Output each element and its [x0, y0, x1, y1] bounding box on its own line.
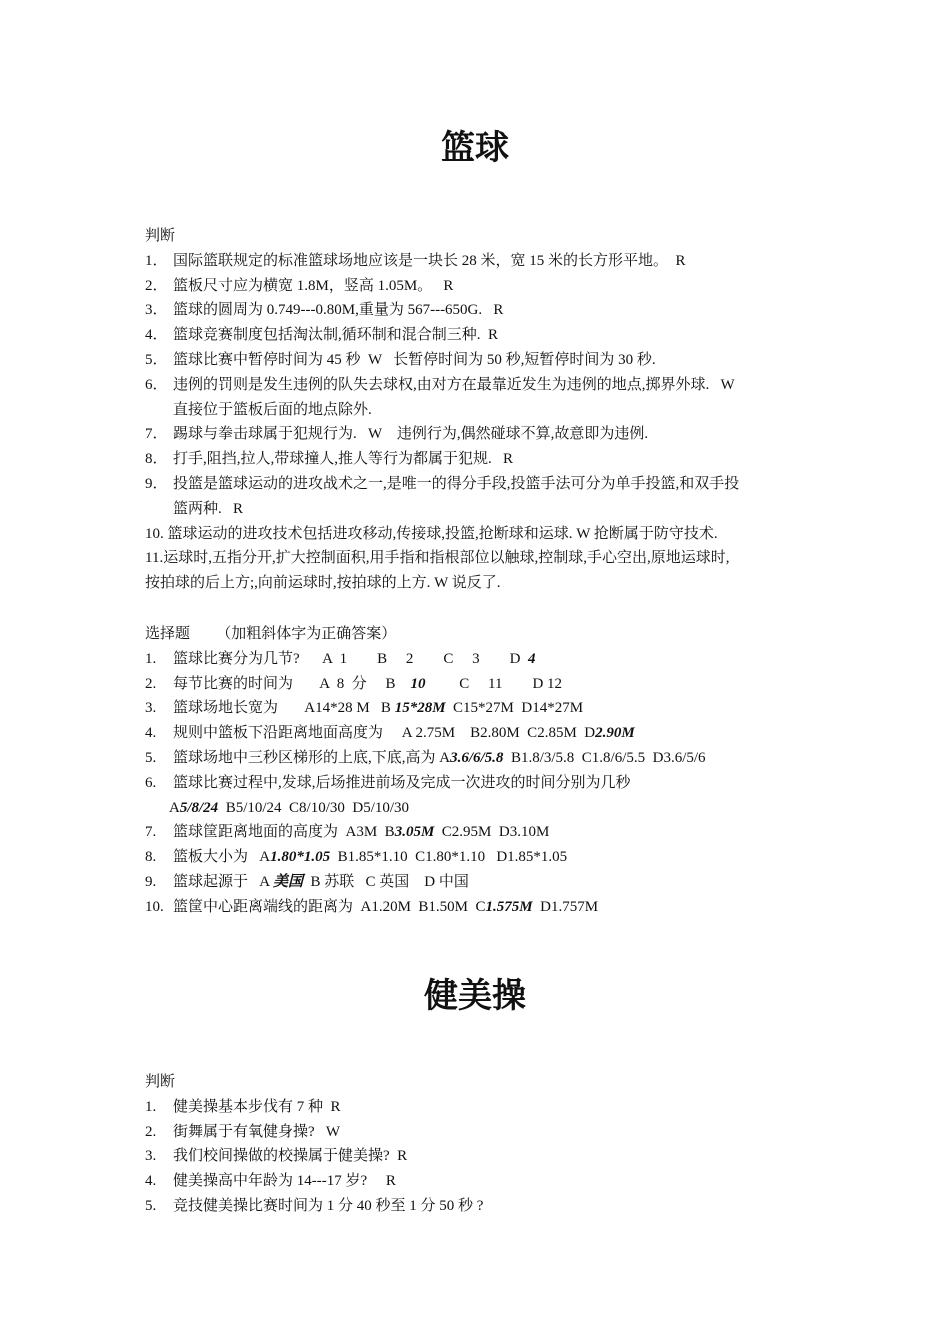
item-line: 篮球竞赛制度包括淘汰制,循环制和混合制三种. R: [173, 327, 499, 344]
item-number: 7.: [145, 824, 157, 841]
item-text: 竞技健美操比赛时间为 1 分 40 秒至 1 分 50 秒 ?: [173, 1197, 484, 1214]
judgment-item: [145, 1120, 825, 1145]
item-number: 8．: [145, 451, 168, 468]
choice-text: [173, 672, 825, 697]
judgment-item: [145, 323, 825, 348]
item-line: 踢球与拳击球属于犯规行为. W 违例行为,偶然碰球不算,故意即为违例.: [173, 426, 649, 443]
correct-answer: 10: [410, 675, 426, 692]
choice-options: B 苏联 C 英国 D 中国: [303, 873, 469, 890]
choice-options: B5/10/24 C8/10/30 D5/10/30: [218, 799, 410, 816]
choice-text: [173, 696, 825, 721]
choice-question: 篮球场地中三秒区梯形的上底,下底,高为 A: [173, 749, 451, 766]
judgment-item: [145, 422, 825, 447]
judgment-list: [145, 1095, 825, 1219]
choice-options: B1.8/3/5.8 C1.8/6/5.5 D3.6/5/6: [503, 749, 706, 766]
correct-answer: 5/8/24: [179, 799, 219, 816]
choice-text: [173, 845, 825, 870]
judgment-item: [145, 1169, 825, 1194]
basketball-choice-section: [145, 622, 825, 920]
choice-options: A: [169, 799, 180, 816]
item-number: 1．: [145, 252, 168, 269]
judgment-item: [145, 472, 825, 522]
choice-question: 篮板大小为 A: [173, 849, 271, 866]
choice-question: 篮球筐距离地面的高度为 A3M B: [173, 824, 395, 841]
choice-item: [145, 771, 825, 796]
choice-question: 篮球比赛过程中,发球,后场推进前场及完成一次进攻的时间分别为几秒: [173, 774, 631, 791]
choice-text: [173, 820, 825, 845]
choice-item: [145, 845, 825, 870]
item-text: [173, 249, 825, 274]
choice-item: [145, 721, 825, 746]
choice-options: C15*27M D14*27M: [445, 700, 584, 717]
item-number: 4.: [145, 1173, 157, 1190]
item-number: 7．: [145, 426, 168, 443]
item-line: 篮板尺寸应为横宽 1.8M，竖高 1.05M。 R: [173, 277, 454, 294]
choice-options: B1.85*1.10 C1.80*1.10 D1.85*1.05: [330, 849, 568, 866]
item-text: [173, 348, 825, 373]
choice-text: [173, 721, 825, 746]
item-line: 违例的罚则是发生违例的队失去球权,由对方在最靠近发生为违例的地点,掷界外球. W: [173, 376, 735, 393]
choice-item-6-options: [145, 796, 825, 821]
choice-options: D1.757M: [532, 898, 599, 915]
item-line: 国际篮联规定的标准篮球场地应该是一块长 28 米，宽 15 米的长方形平地。 R: [173, 252, 686, 269]
choice-text: [173, 771, 825, 796]
section-title-basketball: 篮球: [441, 128, 509, 168]
choice-item: [145, 672, 825, 697]
choice-options: C2.95M D3.10M: [434, 824, 550, 841]
item-number: 3．: [145, 302, 168, 319]
choice-question: 篮球场地长宽为 A14*28 M B: [173, 700, 395, 717]
choice-item: [145, 870, 825, 895]
basketball-judgment-section: [145, 224, 825, 596]
choice-text: [173, 870, 825, 895]
judgment-item: [145, 447, 825, 472]
aerobics-judgment-section: [145, 1070, 825, 1219]
choice-item: [145, 647, 825, 672]
choice-text: [173, 746, 825, 771]
correct-answer: 1.575M: [485, 898, 533, 915]
judgment-label: 判断: [145, 228, 176, 244]
item-continuation: 直接位于篮板后面的地点除外.: [173, 401, 372, 418]
choice-question: 每节比赛的时间为 A 8 分 B: [173, 675, 411, 692]
judgment-item-11-line1: 11.运球时,五指分开,扩大控制面积,用手指和指根部位以触球,控制球,手心空出,原地运球时,: [145, 550, 730, 567]
item-number: 2.: [145, 1123, 157, 1140]
choice-question: 规则中篮板下沿距离地面高度为 A 2.75M B2.80M C2.85M D: [173, 725, 596, 742]
item-text: [173, 422, 825, 447]
item-text: [173, 447, 825, 472]
judgment-item-11-line2: 按拍球的后上方;,向前运球时,按拍球的上方. W 说反了.: [145, 575, 501, 592]
item-continuation: 篮两种. R: [173, 500, 244, 517]
item-number: 4．: [145, 327, 168, 344]
item-number: 9．: [145, 475, 168, 492]
item-number: 2.: [145, 675, 157, 692]
item-text: 我们校间操做的校操属于健美操? R: [173, 1148, 408, 1165]
item-text: 街舞属于有氧健身操? W: [173, 1123, 341, 1140]
choice-item: [145, 746, 825, 771]
correct-answer: 15*28M: [394, 700, 446, 717]
item-number: 8.: [145, 849, 157, 866]
choice-options: C 11 D 12: [425, 675, 563, 692]
item-text: [173, 298, 825, 323]
judgment-list: [145, 249, 825, 522]
judgment-item: [145, 249, 825, 274]
item-line: 篮球的圆周为 0.749---0.80M,重量为 567---650G. R: [173, 302, 504, 319]
item-text: [173, 373, 825, 423]
item-text: [173, 472, 825, 522]
judgment-item: [145, 1095, 825, 1120]
judgment-item: [145, 1144, 825, 1169]
correct-answer: 3.05M: [394, 824, 435, 841]
item-number: 3.: [145, 700, 157, 717]
item-line: 投篮是篮球运动的进攻战术之一,是唯一的得分手段,投篮手法可分为单手投篮,和双手投: [173, 475, 740, 492]
correct-answer: 美国: [273, 873, 304, 890]
choice-list: [145, 647, 825, 920]
choice-question: 篮球起源于 A: [173, 873, 274, 890]
judgment-item-10: 10. 篮球运动的进攻技术包括进攻移动,传接球,投篮,抢断球和运球. W 抢断属于防守技术.: [145, 525, 718, 542]
item-number: 6.: [145, 774, 157, 791]
choice-item: [145, 696, 825, 721]
item-number: 5．: [145, 351, 168, 368]
correct-answer: 4: [528, 650, 536, 667]
choice-text: [173, 895, 825, 920]
item-number: 4.: [145, 725, 157, 742]
item-number: 2．: [145, 277, 168, 294]
item-number: 5.: [145, 749, 157, 766]
correct-answer: 2.90M: [595, 725, 635, 742]
item-number: 10.: [145, 898, 164, 915]
judgment-item: [145, 1194, 825, 1219]
choice-question: 篮筐中心距离端线的距离为 A1.20M B1.50M C: [173, 898, 486, 915]
judgment-item: [145, 298, 825, 323]
item-number: 1.: [145, 1098, 157, 1115]
choice-question: 篮球比赛分为几节? A 1 B 2 C 3 D: [173, 650, 529, 667]
correct-answer: 3.6/6/5.8: [450, 749, 504, 766]
item-text: [173, 274, 825, 299]
judgment-item: [145, 348, 825, 373]
choice-item: [145, 820, 825, 845]
item-text: [173, 323, 825, 348]
item-line: 篮球比赛中暂停时间为 45 秒 W 长暂停时间为 50 秒,短暂停时间为 30 秒.: [173, 351, 656, 368]
item-number: 1.: [145, 650, 157, 667]
item-text: 健美操高中年龄为 14---17 岁? R: [173, 1173, 396, 1190]
item-number: 6．: [145, 376, 168, 393]
item-line: 打手,阻挡,拉人,带球撞人,推人等行为都属于犯规. R: [173, 451, 514, 468]
section-title-aerobics: 健美操: [424, 976, 526, 1016]
judgment-item: [145, 274, 825, 299]
choice-item: [145, 895, 825, 920]
item-number: 3.: [145, 1148, 157, 1165]
correct-answer: 1.80*1.05: [270, 849, 331, 866]
choice-text: [173, 647, 825, 672]
choice-label: 选择题 （加粗斜体字为正确答案）: [145, 626, 397, 642]
item-number: 9.: [145, 873, 157, 890]
judgment-label: 判断: [145, 1074, 176, 1090]
item-number: 5.: [145, 1197, 157, 1214]
judgment-item: [145, 373, 825, 423]
item-text: 健美操基本步伐有 7 种 R: [173, 1098, 341, 1115]
